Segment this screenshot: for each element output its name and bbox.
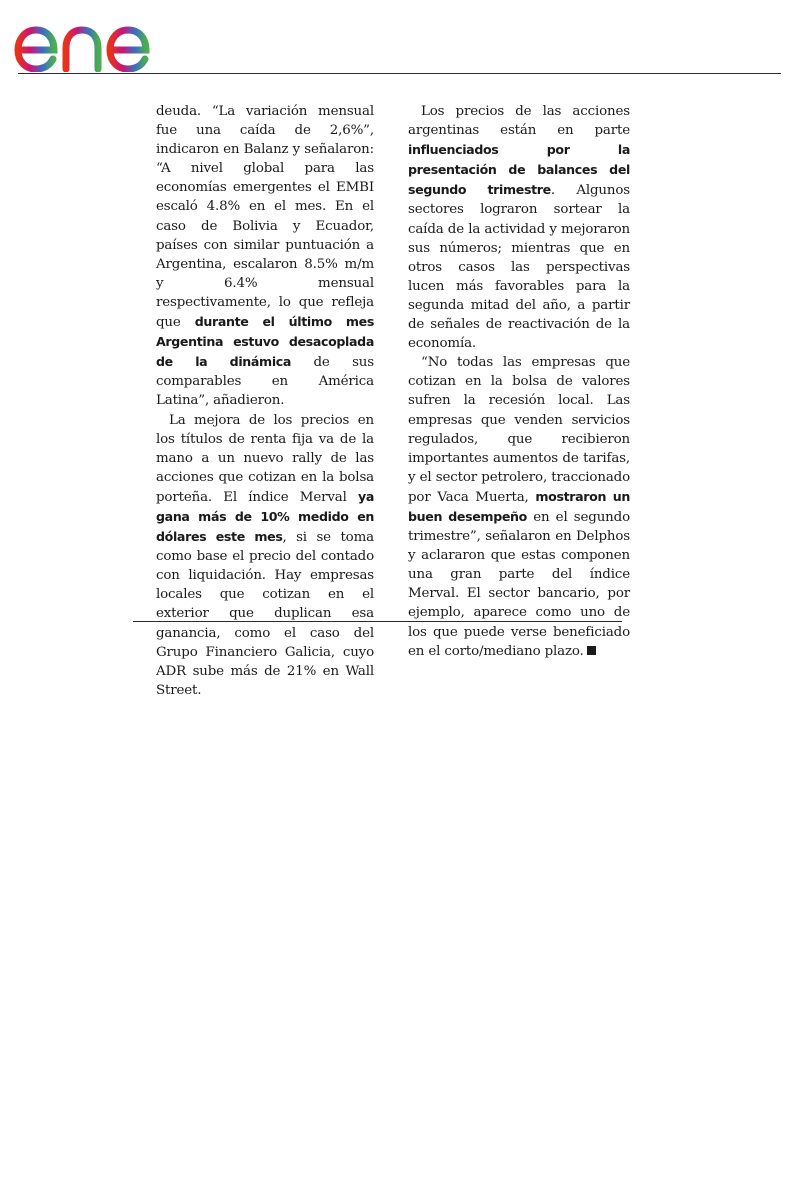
paragraph: “No todas las empresas que cotizan en la bolsa de valores sufren la recesión local. Las empresas que venden servicios regulados, que recibieron importantes aumentos de tarifas, y el sector petrolero, traccionado por Vaca Muerta, mostraron un buen desempeño en el segundo trimestre”, señalaron en Delphos y aclararon que estas componen una gran parte del índice Merval. El sector bancario, por ejemplo, aparece como uno de los que puede verse beneficiado en el corto/mediano plazo. [408,355,630,659]
paragraph: Los precios de las acciones argentinas están en parte influenciados por la presentación de balances del segundo trimestre. Algunos sectores lograron sortear la caída de la actividad y mejoraron sus números; mientras que en otros casos las perspectivas lucen más favorables para la segunda mitad del año, a partir de señales de reactivación de la economía. [408,104,630,352]
footer-divider [133,621,622,622]
bold-highlight: durante el último mes Argentina estuvo desacoplada de la dinámica [156,314,375,370]
header-divider [18,73,781,74]
bold-highlight: influenciados por la presentación de balances del segundo trimestre [408,142,630,198]
article-column-1 [156,102,374,700]
enel-logo [14,6,180,72]
end-of-article-icon [587,646,596,655]
logo-graphic [14,6,180,72]
paragraph: deuda. “La variación mensual fue una caída de 2,6%”, indicaron en Balanz y señalaron: “A nivel global para las economías emergentes el EMBI escaló 4.8% en el mes. En el caso de Bolivia y Ecuador, países con similar puntuación a Argentina, escalaron 8.5% m/m y 6.4% mensual respectivamente, lo que refleja que durante el último mes Argentina estuvo desacoplada de la dinámica de sus comparables en América Latina”, añadieron. [156,104,375,409]
paragraph: La mejora de los precios en los títulos de renta fija va de la mano a un nuevo rally de las acciones que cotizan en la bolsa porteña. El índice Merval ya gana más de 10% medido en dólares este mes, si se toma como base el precio del contado con liquidación. Hay empresas locales que cotizan en el exterior que duplican esa ganancia, como el caso del Grupo Financiero Galicia, cuyo ADR sube más de 21% en Wall Street. [156,412,374,698]
bold-highlight: ya gana más de 10% medido en dólares este mes [156,488,374,545]
article-column-2 [408,102,630,661]
bold-highlight: mostraron un buen desempeño [408,488,630,524]
